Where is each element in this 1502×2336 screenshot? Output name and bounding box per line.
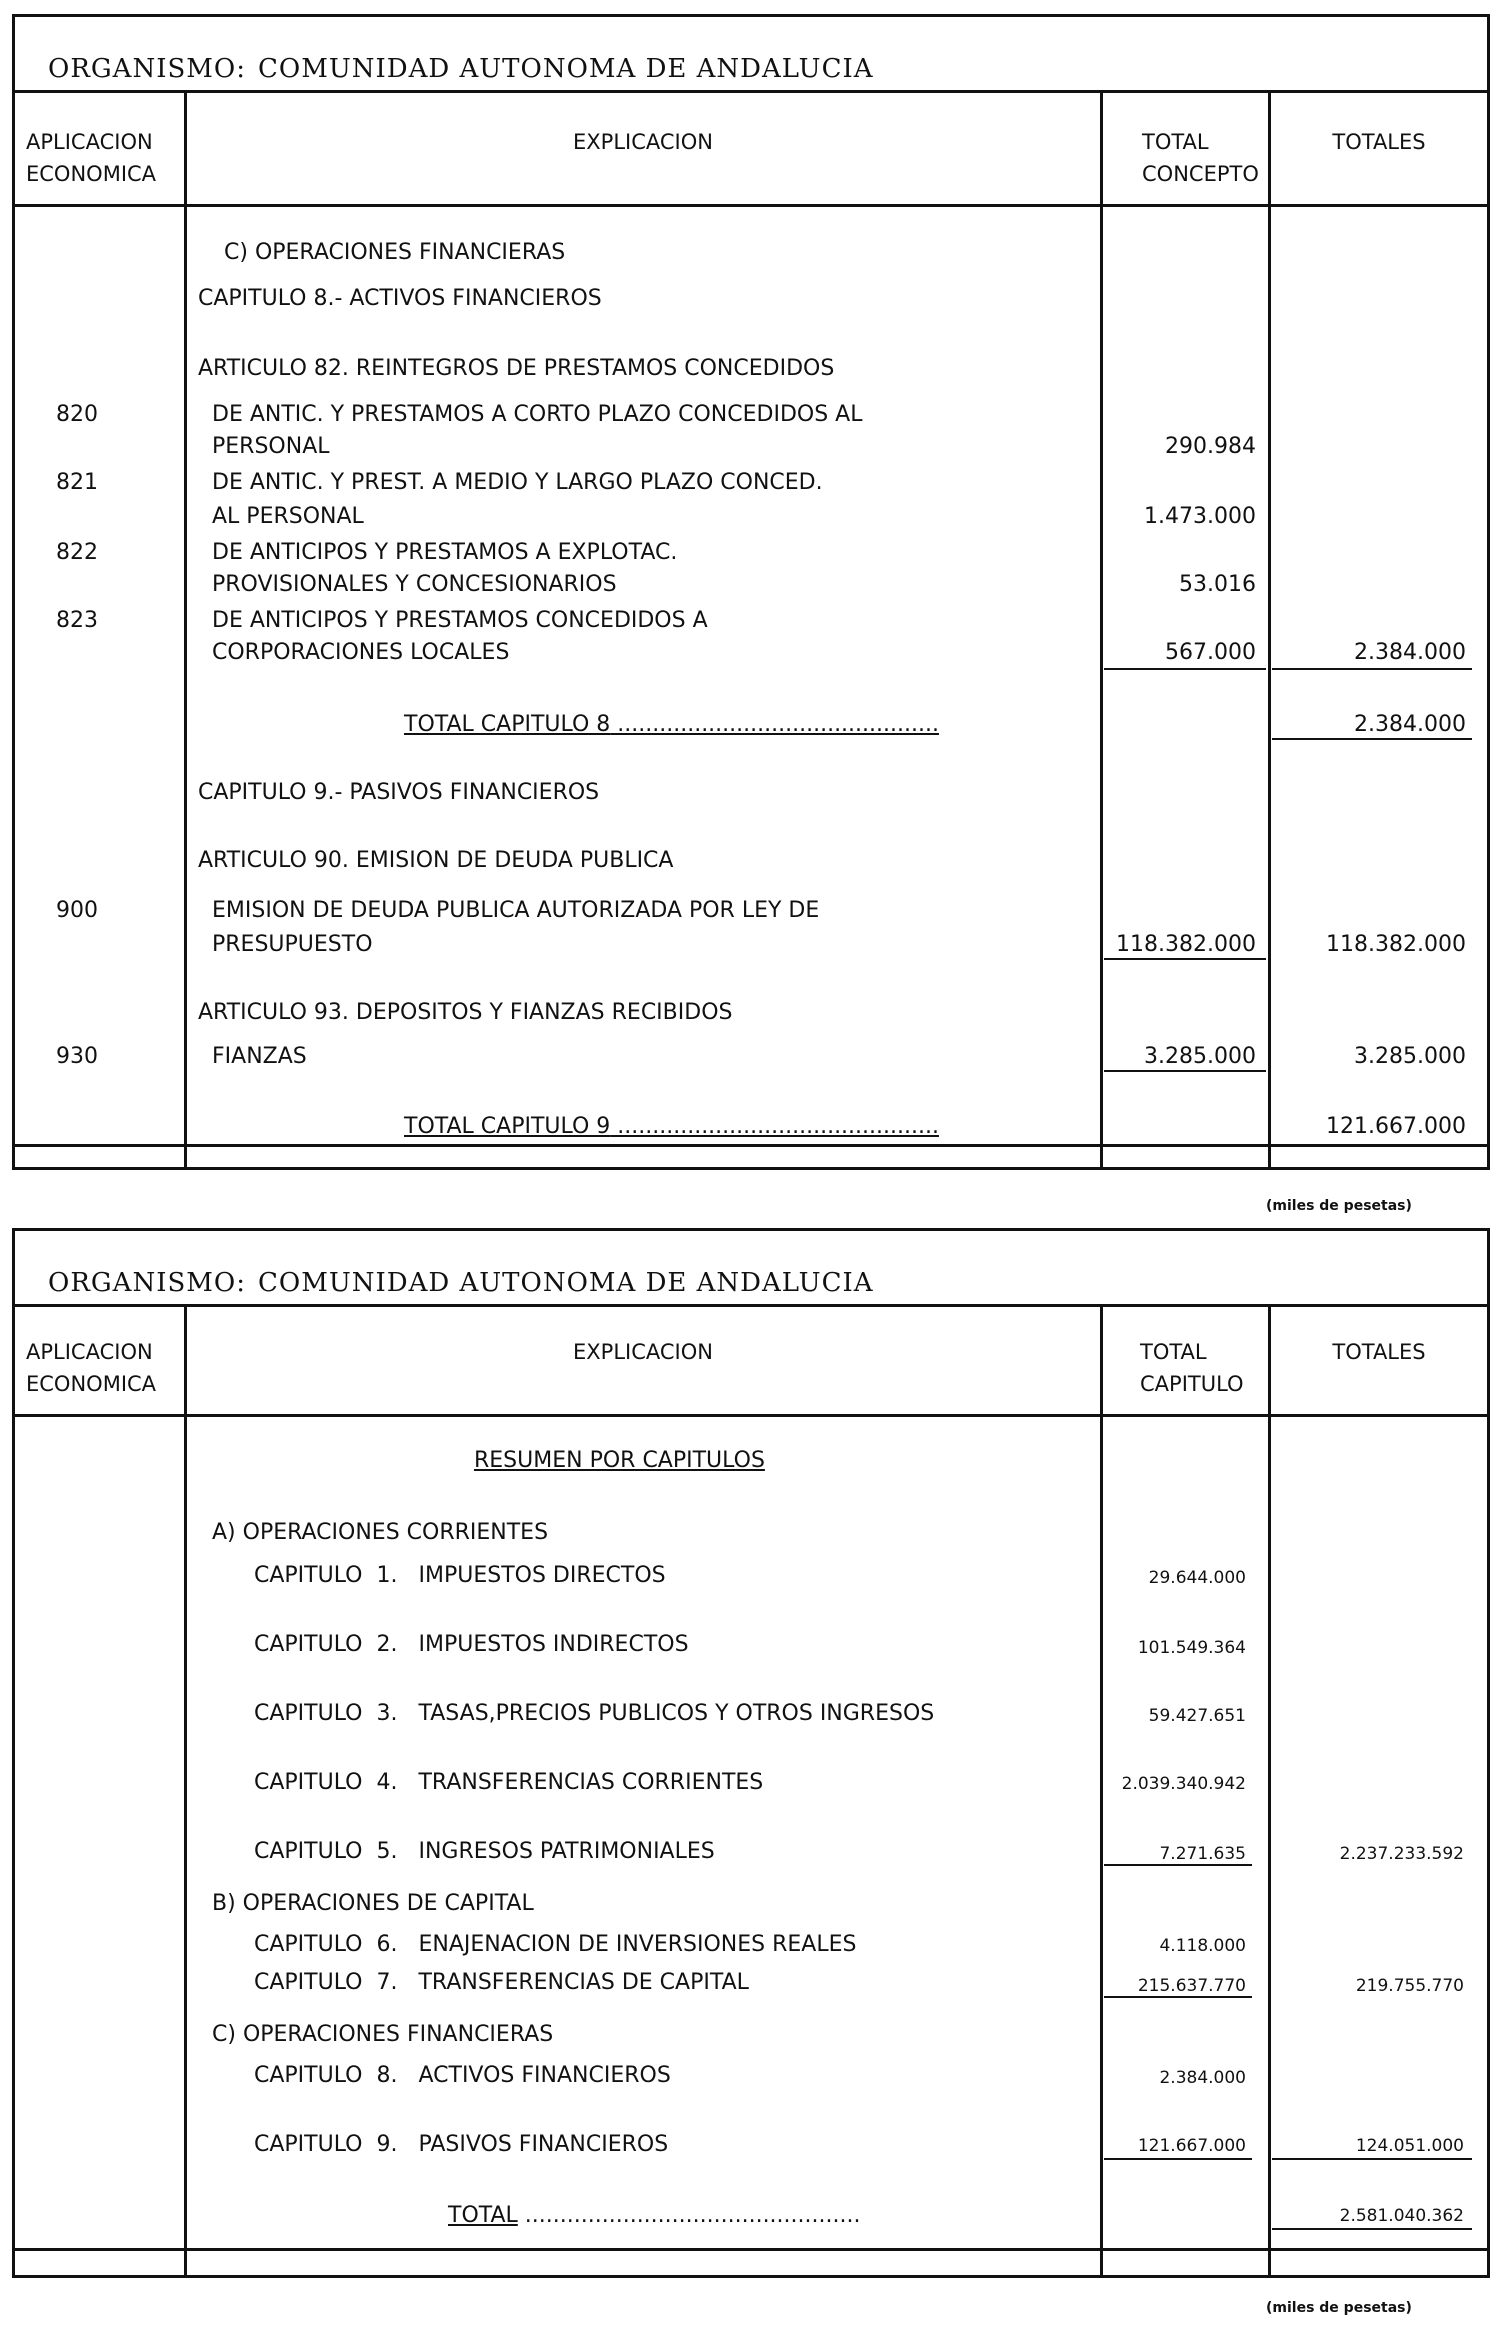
chapter-7-totales: 219.755.770 [1355,1976,1464,1996]
row-820-line1: DE ANTIC. Y PRESTAMOS A CORTO PLAZO CONCEDIDOS AL [212,402,863,427]
chapter-6-capitulo: 4.118.000 [1159,1936,1246,1956]
table-1-header-total-concepto: TOTAL CONCEPTO [1142,130,1259,186]
chapter-2-capitulo: 101.549.364 [1137,1638,1246,1658]
row-823-concepto: 567.000 [1165,640,1256,665]
row-900-line1: EMISION DE DEUDA PUBLICA AUTORIZADA POR LEY DE [212,898,820,923]
row-930-line1: FIANZAS [212,1044,307,1069]
grand-total-underline [1272,2228,1472,2230]
table-1-bottom-line [12,1144,1490,1147]
row-930-underline [1104,1070,1266,1072]
row-900-underline [1104,958,1266,960]
row-821-line2: AL PERSONAL [212,504,364,529]
row-823-totales-underline [1272,668,1472,670]
table-1-col-divider-1 [184,90,187,1170]
capitulo-9-title: CAPITULO 9.- PASIVOS FINANCIEROS [198,780,600,805]
table-2-header-aplicacion: APLICACION ECONOMICA [26,1340,157,1396]
chapter-6-row: CAPITULO 6. ENAJENACION DE INVERSIONES REALES [254,1932,857,1957]
chapter-5-underline [1104,1864,1252,1866]
chapter-5-capitulo: 7.271.635 [1159,1844,1246,1864]
code-900: 900 [56,898,98,923]
row-823-line1: DE ANTICIPOS Y PRESTAMOS CONCEDIDOS A [212,608,708,633]
row-930-totales: 3.285.000 [1354,1044,1466,1069]
chapter-9-totales: 124.051.000 [1355,2136,1464,2156]
chapter-8-row: CAPITULO 8. ACTIVOS FINANCIEROS [254,2063,671,2088]
row-820-line2: PERSONAL [212,434,330,459]
row-821-concepto: 1.473.000 [1144,504,1256,529]
group-c-heading: C) OPERACIONES FINANCIERAS [212,2022,554,2047]
chapter-9-row: CAPITULO 9. PASIVOS FINANCIEROS [254,2132,669,2157]
code-821: 821 [56,470,98,495]
table-1-header-totales: TOTALES [1332,130,1426,154]
row-900-totales: 118.382.000 [1326,932,1466,957]
table-1-header-explicacion: EXPLICACION [573,130,713,154]
row-822-concepto: 53.016 [1179,572,1256,597]
grand-total-label: TOTAL ................................................ [448,2203,861,2228]
chapter-3-capitulo: 59.427.651 [1148,1706,1246,1726]
table-1-header-aplicacion: APLICACION ECONOMICA [26,130,157,186]
table-2-header-total-capitulo: TOTAL CAPITULO [1140,1340,1244,1396]
row-823-underline [1104,668,1266,670]
table-2-col-divider-1 [184,1304,187,2278]
table-2-footnote: (miles de pesetas) [1266,2300,1412,2316]
total-capitulo-8-underline [1272,738,1472,740]
chapter-5-totales: 2.237.233.592 [1339,1844,1464,1864]
row-900-line2: PRESUPUESTO [212,932,373,957]
chapter-7-row: CAPITULO 7. TRANSFERENCIAS DE CAPITAL [254,1970,749,1995]
chapter-7-capitulo: 215.637.770 [1137,1976,1246,1996]
table-2-header-explicacion: EXPLICACION [573,1340,713,1364]
chapter-1-row: CAPITULO 1. IMPUESTOS DIRECTOS [254,1563,666,1588]
row-822-line2: PROVISIONALES Y CONCESIONARIOS [212,572,617,597]
code-823: 823 [56,608,98,633]
table-2-organismo-value: COMUNIDAD AUTONOMA DE ANDALUCIA [258,1268,874,1298]
chapter-1-capitulo: 29.644.000 [1148,1568,1246,1588]
chapter-9-underline [1104,2158,1252,2160]
total-capitulo-9-value: 121.667.000 [1326,1114,1466,1139]
table-2-col-divider-3 [1268,1304,1271,2278]
table-2-bottom-line [12,2248,1490,2251]
table-1-organismo-label: ORGANISMO: [48,54,246,84]
chapter-3-row: CAPITULO 3. TASAS,PRECIOS PUBLICOS Y OTROS INGRESOS [254,1701,935,1726]
chapter-8-capitulo: 2.384.000 [1159,2068,1246,2088]
row-900-concepto: 118.382.000 [1116,932,1256,957]
total-capitulo-9-label: TOTAL CAPITULO 9 .............................................. [404,1114,939,1139]
chapter-5-row: CAPITULO 5. INGRESOS PATRIMONIALES [254,1839,715,1864]
table-1-organismo-value: COMUNIDAD AUTONOMA DE ANDALUCIA [258,54,874,84]
row-823-line2: CORPORACIONES LOCALES [212,640,510,665]
table-1-footnote: (miles de pesetas) [1266,1198,1412,1214]
chapter-4-row: CAPITULO 4. TRANSFERENCIAS CORRIENTES [254,1770,764,1795]
row-820-concepto: 290.984 [1165,434,1256,459]
row-821-line1: DE ANTIC. Y PREST. A MEDIO Y LARGO PLAZO CONCED. [212,470,823,495]
table-1-col-divider-2 [1100,90,1103,1170]
chapter-9-capitulo: 121.667.000 [1137,2136,1246,2156]
table-1-col-divider-3 [1268,90,1271,1170]
chapter-9-totales-underline [1272,2158,1472,2160]
group-a-heading: A) OPERACIONES CORRIENTES [212,1520,549,1545]
capitulo-8-title: CAPITULO 8.- ACTIVOS FINANCIEROS [198,286,602,311]
table-2-organismo-label: ORGANISMO: [48,1268,246,1298]
articulo-90-title: ARTICULO 90. EMISION DE DEUDA PUBLICA [198,848,674,873]
row-822-line1: DE ANTICIPOS Y PRESTAMOS A EXPLOTAC. [212,540,678,565]
table-2-header-totales: TOTALES [1332,1340,1426,1364]
row-930-concepto: 3.285.000 [1144,1044,1256,1069]
resumen-title: RESUMEN POR CAPITULOS [474,1448,765,1473]
total-capitulo-8-label: TOTAL CAPITULO 8 .............................................. [404,712,939,737]
chapter-4-capitulo: 2.039.340.942 [1121,1774,1246,1794]
total-capitulo-8-value: 2.384.000 [1354,712,1466,737]
chapter-2-row: CAPITULO 2. IMPUESTOS INDIRECTOS [254,1632,689,1657]
articulo-93-title: ARTICULO 93. DEPOSITOS Y FIANZAS RECIBIDOS [198,1000,733,1025]
grand-total-value: 2.581.040.362 [1339,2206,1464,2226]
row-823-totales: 2.384.000 [1354,640,1466,665]
group-b-heading: B) OPERACIONES DE CAPITAL [212,1891,534,1916]
section-c-heading: C) OPERACIONES FINANCIERAS [224,240,566,265]
code-820: 820 [56,402,98,427]
code-822: 822 [56,540,98,565]
code-930: 930 [56,1044,98,1069]
chapter-7-underline [1104,1996,1252,1998]
articulo-82-title: ARTICULO 82. REINTEGROS DE PRESTAMOS CONCEDIDOS [198,356,835,381]
